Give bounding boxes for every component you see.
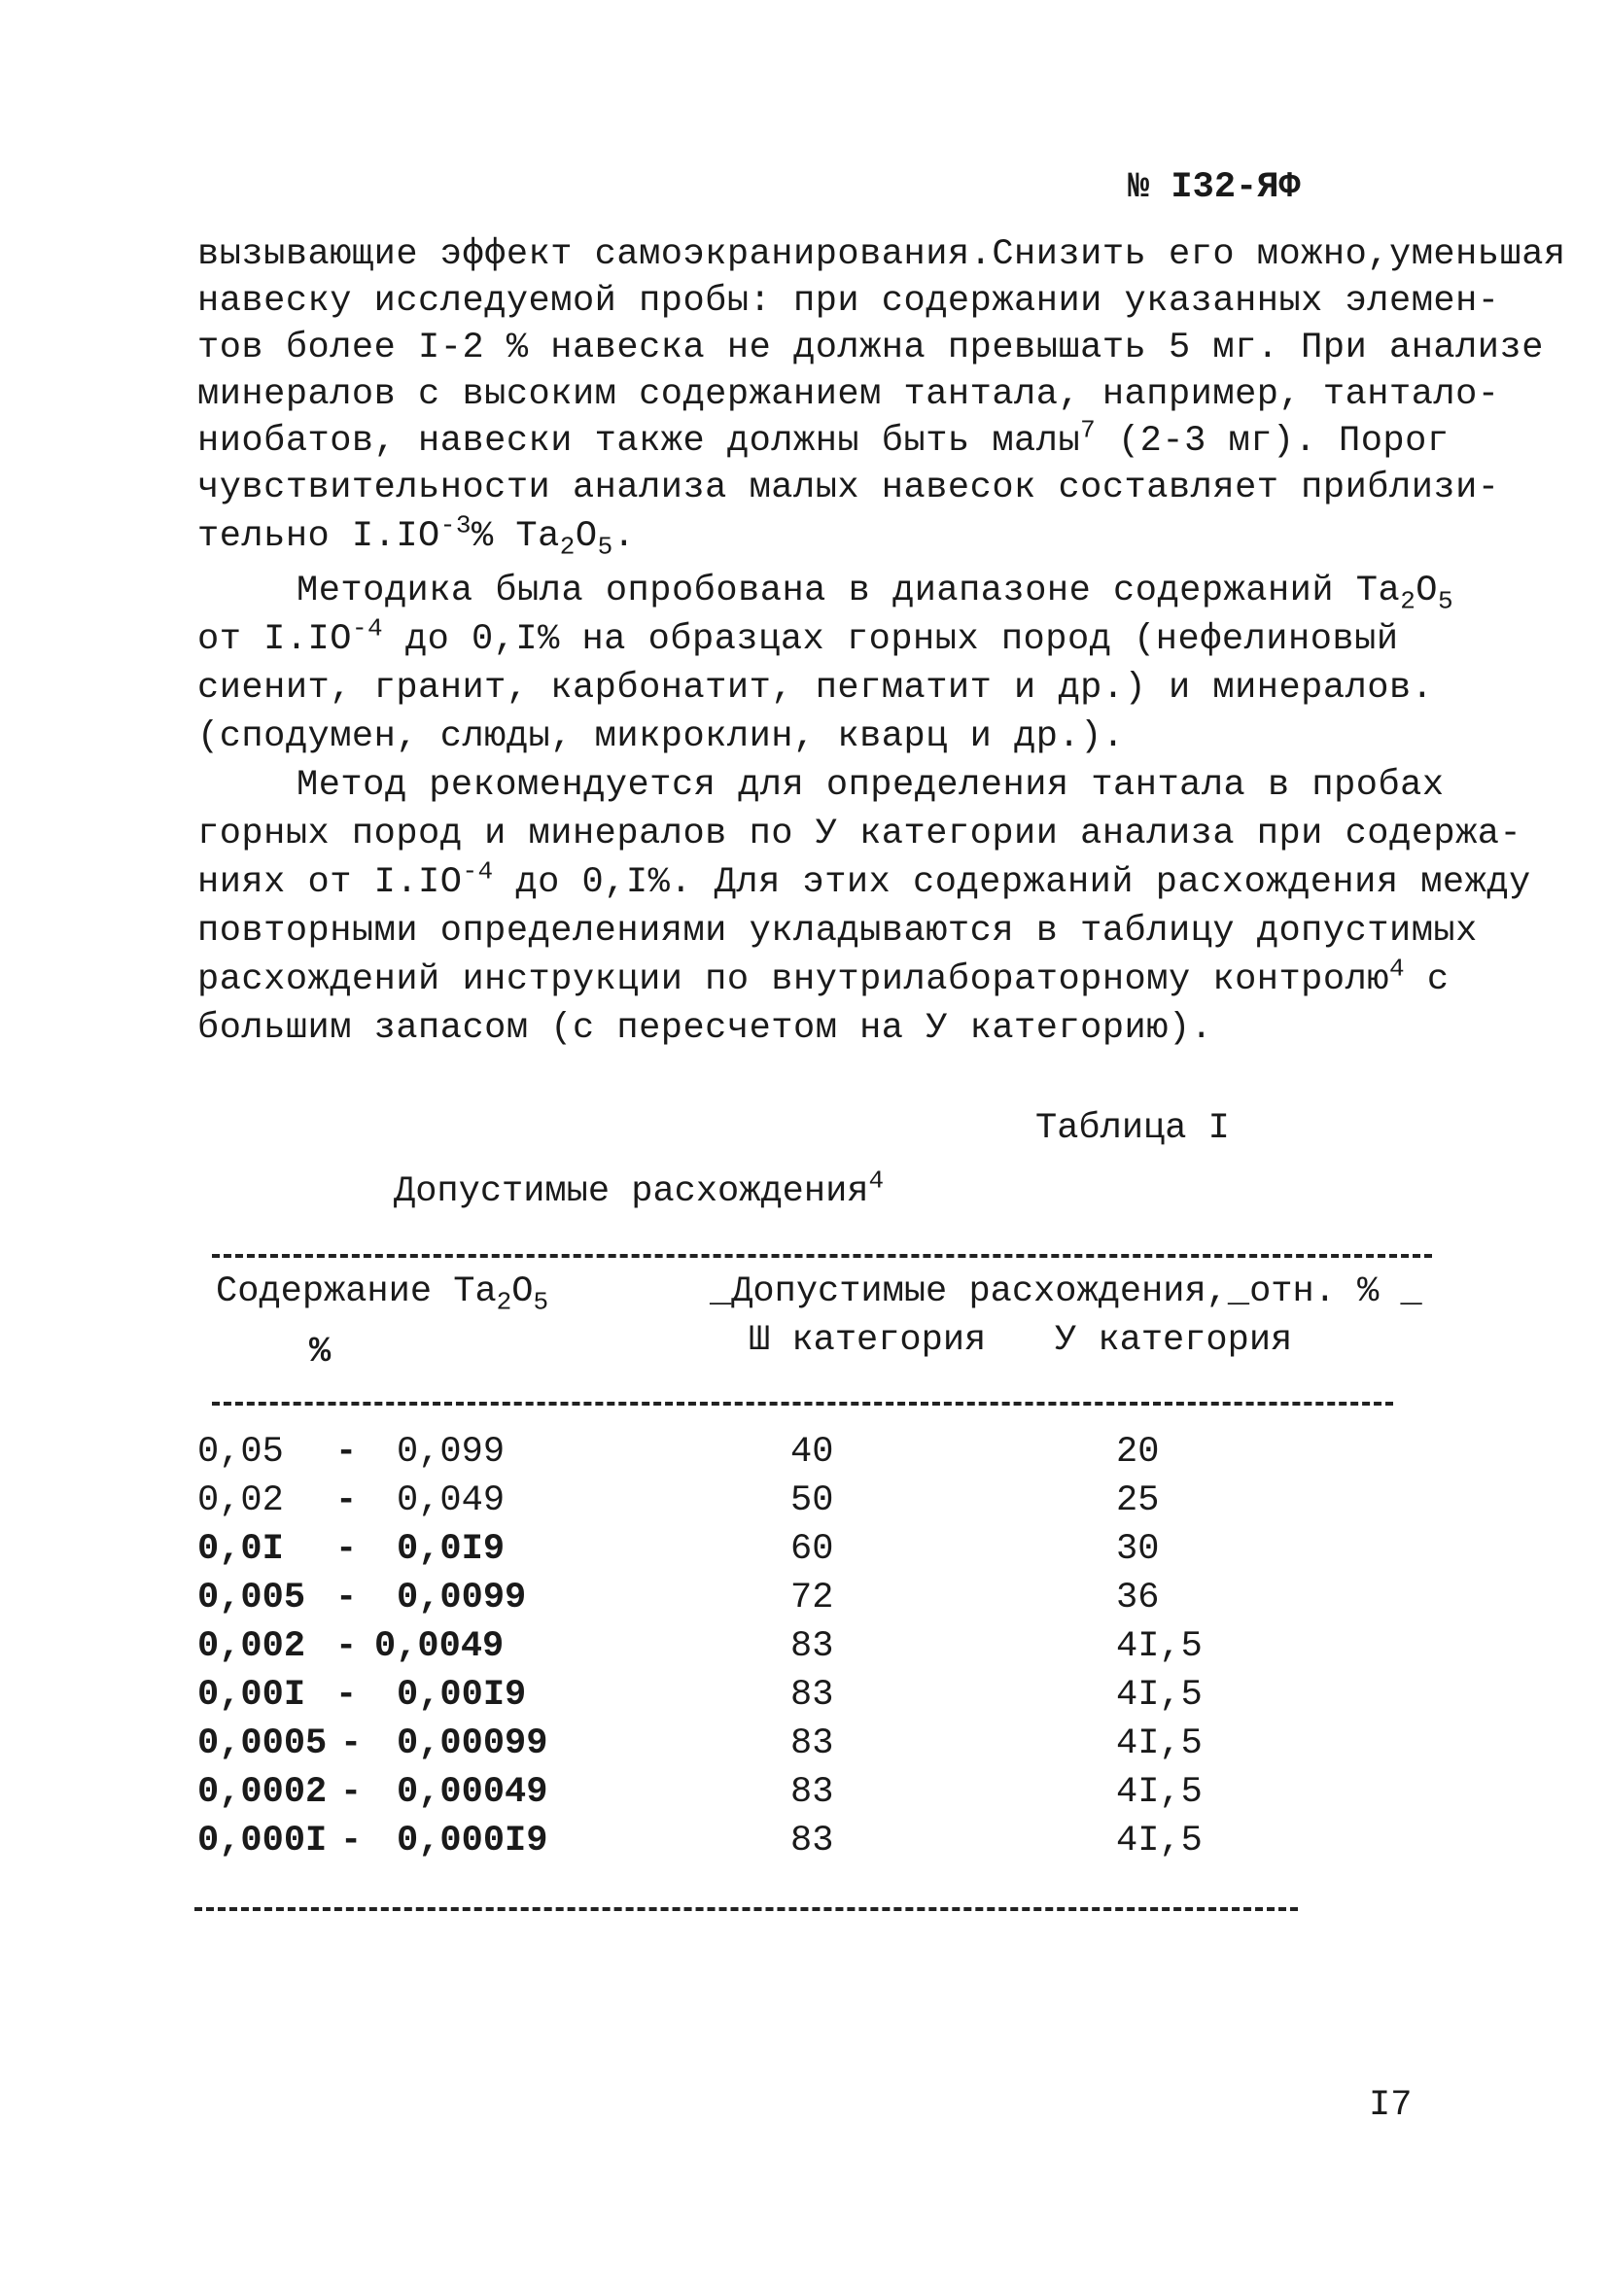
paragraph-1-line-7 — [197, 510, 636, 562]
cell-cat3: 83 — [790, 1675, 834, 1716]
paragraph-3-line-2: горных пород и минералов по У категории анализа при содержа- — [197, 814, 1522, 854]
paragraph-3-line-5 — [197, 954, 1450, 1003]
paragraph-2-line-1-text: Методика была опробована в диапазоне содержаний Ta — [297, 571, 1401, 611]
cell-to: 0,099 — [397, 1432, 506, 1473]
column-header-content-sub-2: 5 — [533, 1287, 549, 1317]
cell-sep: - — [335, 1675, 358, 1716]
document-number: № I32-ЯФ — [1128, 167, 1301, 208]
column-header-unit: % — [309, 1332, 332, 1373]
cell-cat5: 4I,5 — [1116, 1772, 1203, 1813]
cell-from: 0,005 — [197, 1578, 306, 1618]
column-header-cat3: Ш категория — [749, 1320, 987, 1361]
paragraph-1-line-7-sup: -3 — [439, 510, 472, 540]
paragraph-1-line-5-text: ниобатов, навески также должны быть малы — [197, 421, 1081, 462]
cell-sep: - — [335, 1480, 358, 1521]
paragraph-3-line-3-text: ниях от I.IO — [197, 862, 463, 903]
cell-from: 0,0I — [197, 1529, 284, 1570]
column-header-content-text: Содержание Ta — [216, 1271, 497, 1312]
cell-sep: - — [340, 1723, 363, 1764]
cell-from: 0,0002 — [197, 1772, 328, 1813]
cell-from: 0,0005 — [197, 1723, 328, 1764]
paragraph-1-line-7-tail-b: O — [575, 516, 598, 557]
paragraph-2-line-1 — [297, 568, 1453, 614]
paragraph-3-line-3-sup: -4 — [462, 856, 494, 887]
cell-sep: - — [335, 1432, 358, 1473]
column-header-cat5: У категория — [1055, 1320, 1293, 1361]
column-header-content-sub-1: 2 — [496, 1287, 512, 1317]
table-label: Таблица I — [1035, 1108, 1230, 1149]
paragraph-2-line-1-mid: O — [1416, 571, 1439, 611]
cell-cat3: 50 — [790, 1480, 834, 1521]
paragraph-3-line-5-tail: с — [1405, 959, 1450, 1000]
table-title-sup: 4 — [868, 1165, 885, 1196]
cell-cat3: 72 — [790, 1578, 834, 1618]
cell-cat5: 20 — [1116, 1432, 1160, 1473]
paragraph-2-line-2-sup: -4 — [351, 613, 384, 644]
cell-cat3: 60 — [790, 1529, 834, 1570]
cell-sep: - — [340, 1772, 363, 1813]
paragraph-1-line-7-end: . — [612, 516, 636, 557]
page-number: I7 — [1369, 2085, 1413, 2126]
cell-sep: - — [335, 1626, 358, 1667]
paragraph-1-line-6: чувствительности анализа малых навесок составляет приблизи- — [197, 468, 1500, 508]
column-header-content-mid: O — [511, 1271, 534, 1312]
paragraph-3-line-4: повторными определениями укладываются в таблицу допустимых — [197, 911, 1478, 952]
paragraph-1-line-7-sub-2: 5 — [597, 532, 613, 562]
cell-to: 0,00I9 — [397, 1675, 527, 1716]
paragraph-1-line-5-sup: 7 — [1080, 415, 1097, 445]
cell-from: 0,05 — [197, 1432, 284, 1473]
paragraph-2-line-1-sub-1: 2 — [1400, 586, 1416, 616]
cell-sep: - — [340, 1821, 363, 1861]
table-header-rule — [212, 1402, 1393, 1406]
cell-cat3: 83 — [790, 1772, 834, 1813]
cell-to: 0,00099 — [397, 1723, 548, 1764]
paragraph-1-line-2: навеску исследуемой пробы: при содержании указанных элемен- — [197, 281, 1500, 322]
cell-cat5: 36 — [1116, 1578, 1160, 1618]
paragraph-2-line-3: сиенит, гранит, карбонатит, пегматит и др.) и минералов. — [197, 668, 1434, 709]
cell-from: 0,002 — [197, 1626, 306, 1667]
paragraph-3-line-3 — [197, 856, 1531, 906]
cell-sep: - — [335, 1578, 358, 1618]
cell-cat3: 83 — [790, 1626, 834, 1667]
paragraph-1-line-5-tail: (2-3 мг). Порог — [1096, 421, 1450, 462]
cell-cat5: 4I,5 — [1116, 1821, 1203, 1861]
paragraph-2-line-2-text: от I.IO — [197, 619, 352, 660]
cell-cat5: 4I,5 — [1116, 1723, 1203, 1764]
cell-from: 0,000I — [197, 1821, 328, 1861]
paragraph-3-line-6: большим запасом (с пересчетом на У категорию). — [197, 1008, 1213, 1049]
paragraph-1-line-1: вызывающие эффект самоэкранирования.Снизить его можно,уменьшая — [197, 234, 1566, 275]
paragraph-1-line-7-text: тельно I.IO — [197, 516, 440, 557]
table-title-text: Допустимые расхождения — [394, 1171, 869, 1212]
cell-cat5: 30 — [1116, 1529, 1160, 1570]
paragraph-1-line-7-sub-1: 2 — [559, 532, 576, 562]
table-top-rule — [212, 1254, 1432, 1258]
paragraph-1-line-3: тов более I-2 % навеска не должна превышать 5 мг. При анализе — [197, 328, 1544, 368]
cell-cat3: 83 — [790, 1821, 834, 1861]
cell-to: 0,0099 — [397, 1578, 527, 1618]
cell-cat5: 4I,5 — [1116, 1626, 1203, 1667]
column-header-content — [216, 1271, 549, 1317]
paragraph-3-line-1: Метод рекомендуется для определения тантала в пробах — [297, 765, 1445, 806]
cell-cat3: 83 — [790, 1723, 834, 1764]
paragraph-1-line-4-text: минералов с высоким содержанием тантала, например, тантало- — [197, 374, 1500, 415]
cell-to: 0,049 — [397, 1480, 506, 1521]
paragraph-3-line-5-sup: 4 — [1389, 954, 1406, 984]
cell-sep: - — [335, 1529, 358, 1570]
cell-cat3: 40 — [790, 1432, 834, 1473]
table-title — [394, 1165, 885, 1212]
paragraph-2-line-2 — [197, 613, 1399, 663]
cell-to: 0,000I9 — [397, 1821, 548, 1861]
paragraph-1-line-5 — [197, 415, 1450, 465]
paragraph-1-line-4 — [197, 371, 1500, 418]
paragraph-1-line-7-tail-a: % Ta — [471, 516, 560, 557]
paragraph-2-line-1-sub-2: 5 — [1438, 586, 1454, 616]
cell-to: 0,0I9 — [397, 1529, 506, 1570]
column-group-header: _Допустимые расхождения,_отн. % _ — [710, 1271, 1422, 1312]
cell-from: 0,00I — [197, 1675, 306, 1716]
cell-cat5: 25 — [1116, 1480, 1160, 1521]
cell-cat5: 4I,5 — [1116, 1675, 1203, 1716]
cell-to: 0,00049 — [397, 1772, 548, 1813]
table-bottom-rule — [194, 1907, 1298, 1911]
paragraph-3-line-5-text: расхождений инструкции по внутрилабораторному контролю — [197, 959, 1389, 1000]
paragraph-2-line-2-tail: до 0,I% на образцах горных пород (нефелиновый — [383, 619, 1399, 660]
cell-from: 0,02 — [197, 1480, 284, 1521]
cell-to: 0,0049 — [374, 1626, 505, 1667]
paragraph-3-line-3-tail: до 0,I%. Для этих содержаний расхождения между — [493, 862, 1531, 903]
paragraph-2-line-4: (сподумен, слюды, микроклин, кварц и др.). — [197, 716, 1125, 757]
